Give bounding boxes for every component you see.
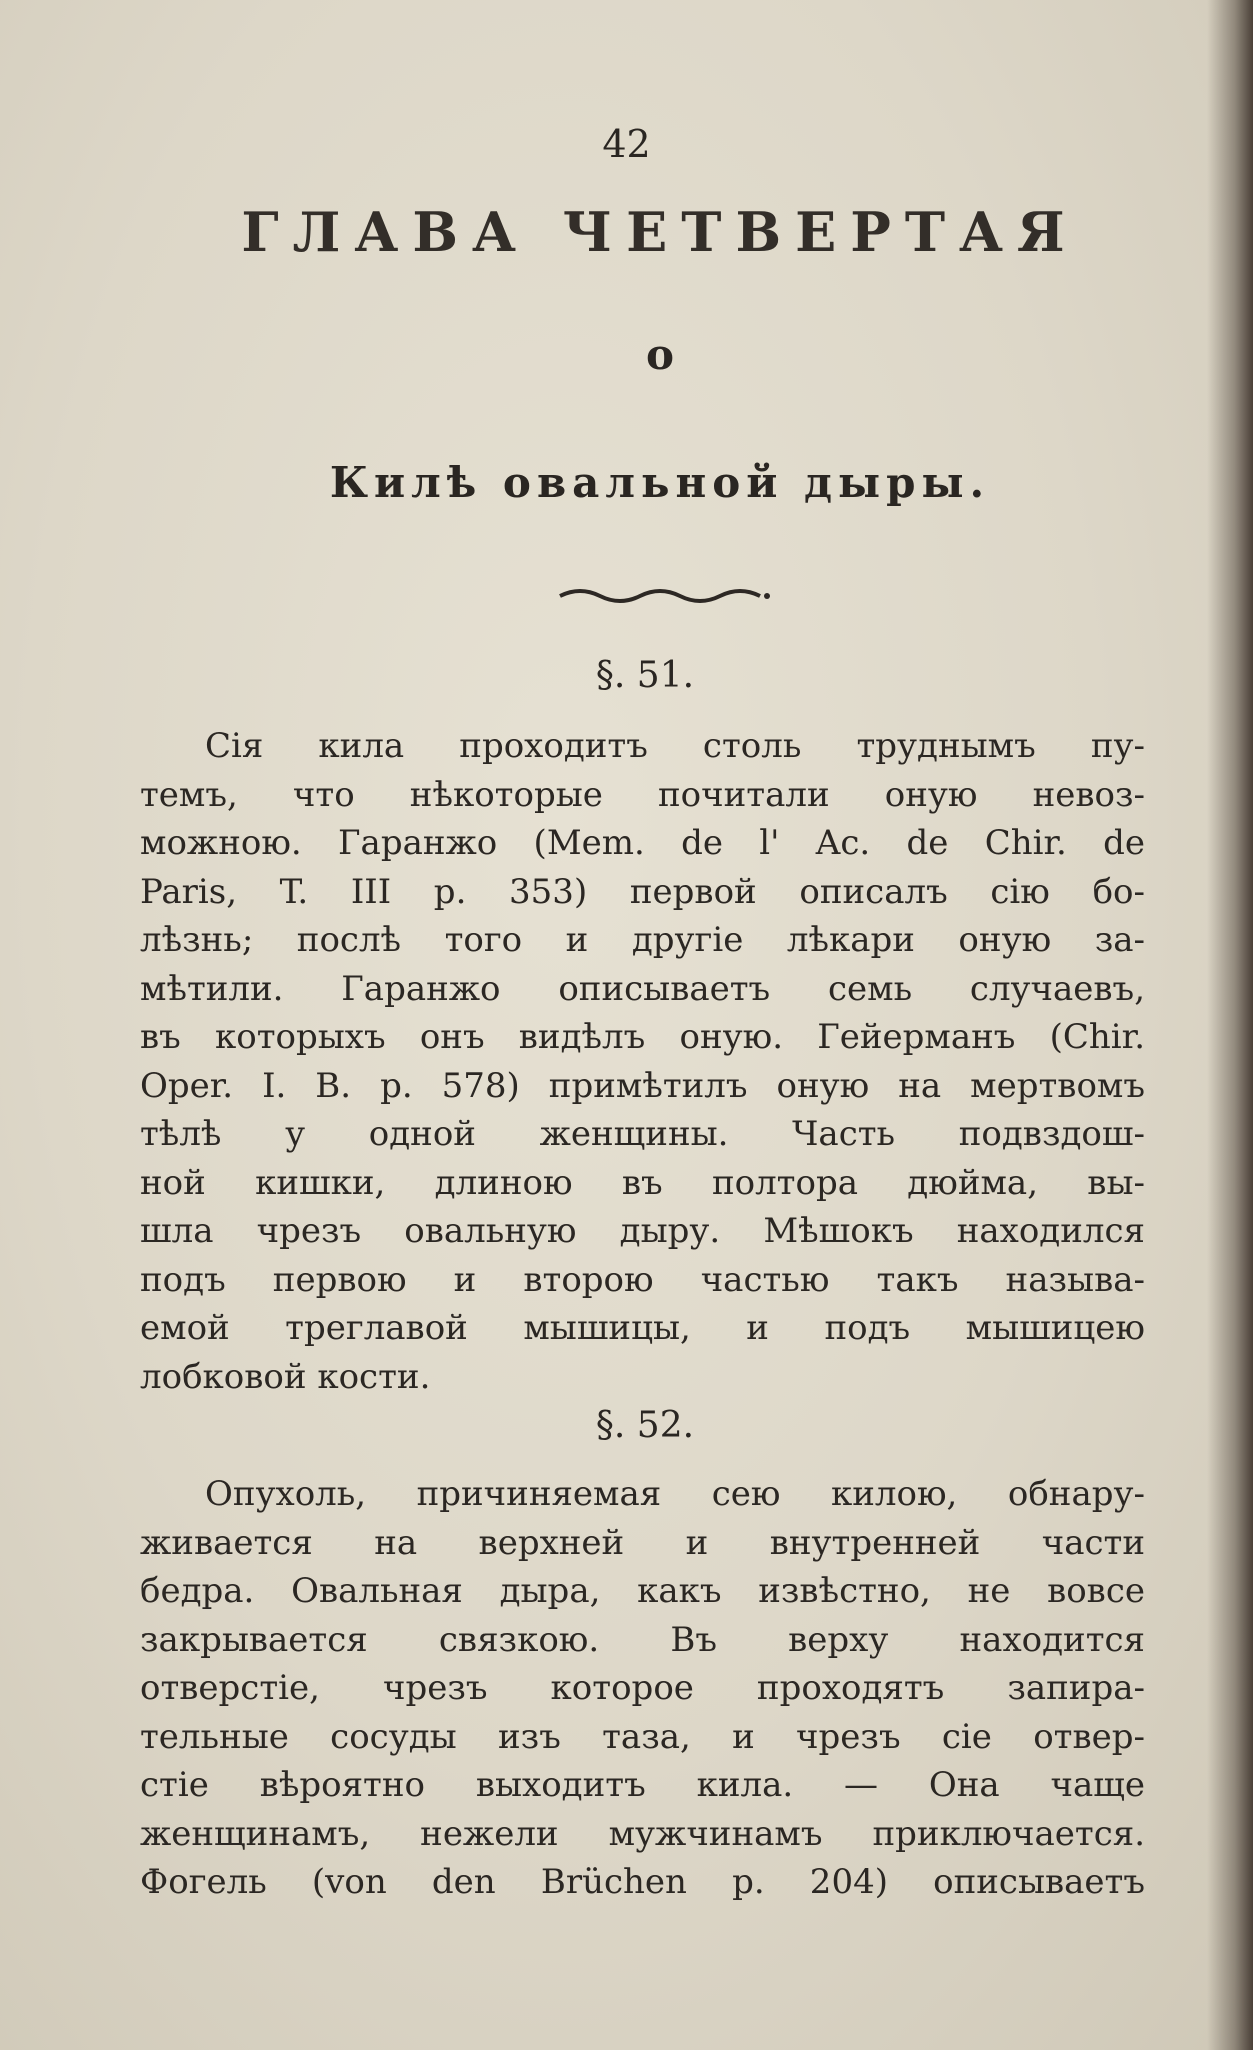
ornament-divider bbox=[555, 582, 775, 606]
text-line: Paris, T. III p. 353) первой описалъ сію бо- bbox=[140, 871, 1145, 912]
section-mark-51: §. 51. bbox=[595, 655, 695, 696]
page-edge-shadow bbox=[1207, 0, 1253, 2050]
text-line: отверстіе, чрезъ которое проходятъ запира- bbox=[140, 1668, 1145, 1708]
section-mark-52: §. 52. bbox=[595, 1405, 695, 1446]
text-line: Сія кила проходитъ столь труднымъ пу- bbox=[205, 726, 1145, 766]
text-line: женщинамъ, нежели мужчинамъ приключается. bbox=[140, 1813, 1145, 1854]
page-number: 42 bbox=[602, 122, 651, 166]
chapter-title: ГЛАВА ЧЕТВЕРТАЯ bbox=[241, 200, 1079, 264]
text-line: стіе вѣроятно выходитъ кила. — Она чаще bbox=[140, 1765, 1145, 1805]
text-line: емой треглавой мышицы, и подъ мышицею bbox=[140, 1308, 1145, 1348]
text-line: тельные сосуды изъ таза, и чрезъ сіе отвер- bbox=[140, 1716, 1145, 1757]
text-line: живается на верхней и внутренней части bbox=[140, 1522, 1145, 1563]
text-line: Oper. I. B. p. 578) примѣтилъ оную на мертвомъ bbox=[140, 1065, 1145, 1106]
paragraph-52 bbox=[140, 1470, 1145, 1907]
text-line: тѣлѣ у одной женщины. Часть подвздош- bbox=[140, 1114, 1145, 1154]
text-line: лѣзнь; послѣ того и другіе лѣкари оную за- bbox=[140, 920, 1145, 960]
text-line: ной кишки, длиною въ полтора дюйма, вы- bbox=[140, 1162, 1145, 1203]
chapter-subtitle: Килѣ овальной дыры. bbox=[329, 458, 991, 507]
text-line: подъ первою и второю частью такъ называ- bbox=[140, 1259, 1145, 1300]
text-line: лобковой кости. bbox=[140, 1356, 431, 1397]
text-line: бедра. Овальная дыра, какъ извѣстно, не вовсе bbox=[140, 1571, 1145, 1611]
chapter-connector: о bbox=[645, 330, 674, 379]
paragraph-51 bbox=[140, 722, 1145, 1401]
text-line: можною. Гаранжо (Mem. de l' Ac. de Chir. de bbox=[140, 823, 1145, 863]
text-line: Опухоль, причиняемая сею килою, обнару- bbox=[205, 1474, 1145, 1514]
text-line: Фогель (von den Brüchen p. 204) описываетъ bbox=[140, 1862, 1145, 1902]
text-line: въ которыхъ онъ видѣлъ оную. Гейерманъ (Chir. bbox=[140, 1017, 1145, 1057]
text-line: мѣтили. Гаранжо описываетъ семь случаевъ, bbox=[140, 968, 1145, 1009]
text-line: шла чрезъ овальную дыру. Мѣшокъ находился bbox=[140, 1211, 1145, 1251]
text-line: темъ, что нѣкоторые почитали оную невоз- bbox=[140, 774, 1145, 815]
text-line: закрывается связкою. Въ верху находится bbox=[140, 1619, 1145, 1660]
